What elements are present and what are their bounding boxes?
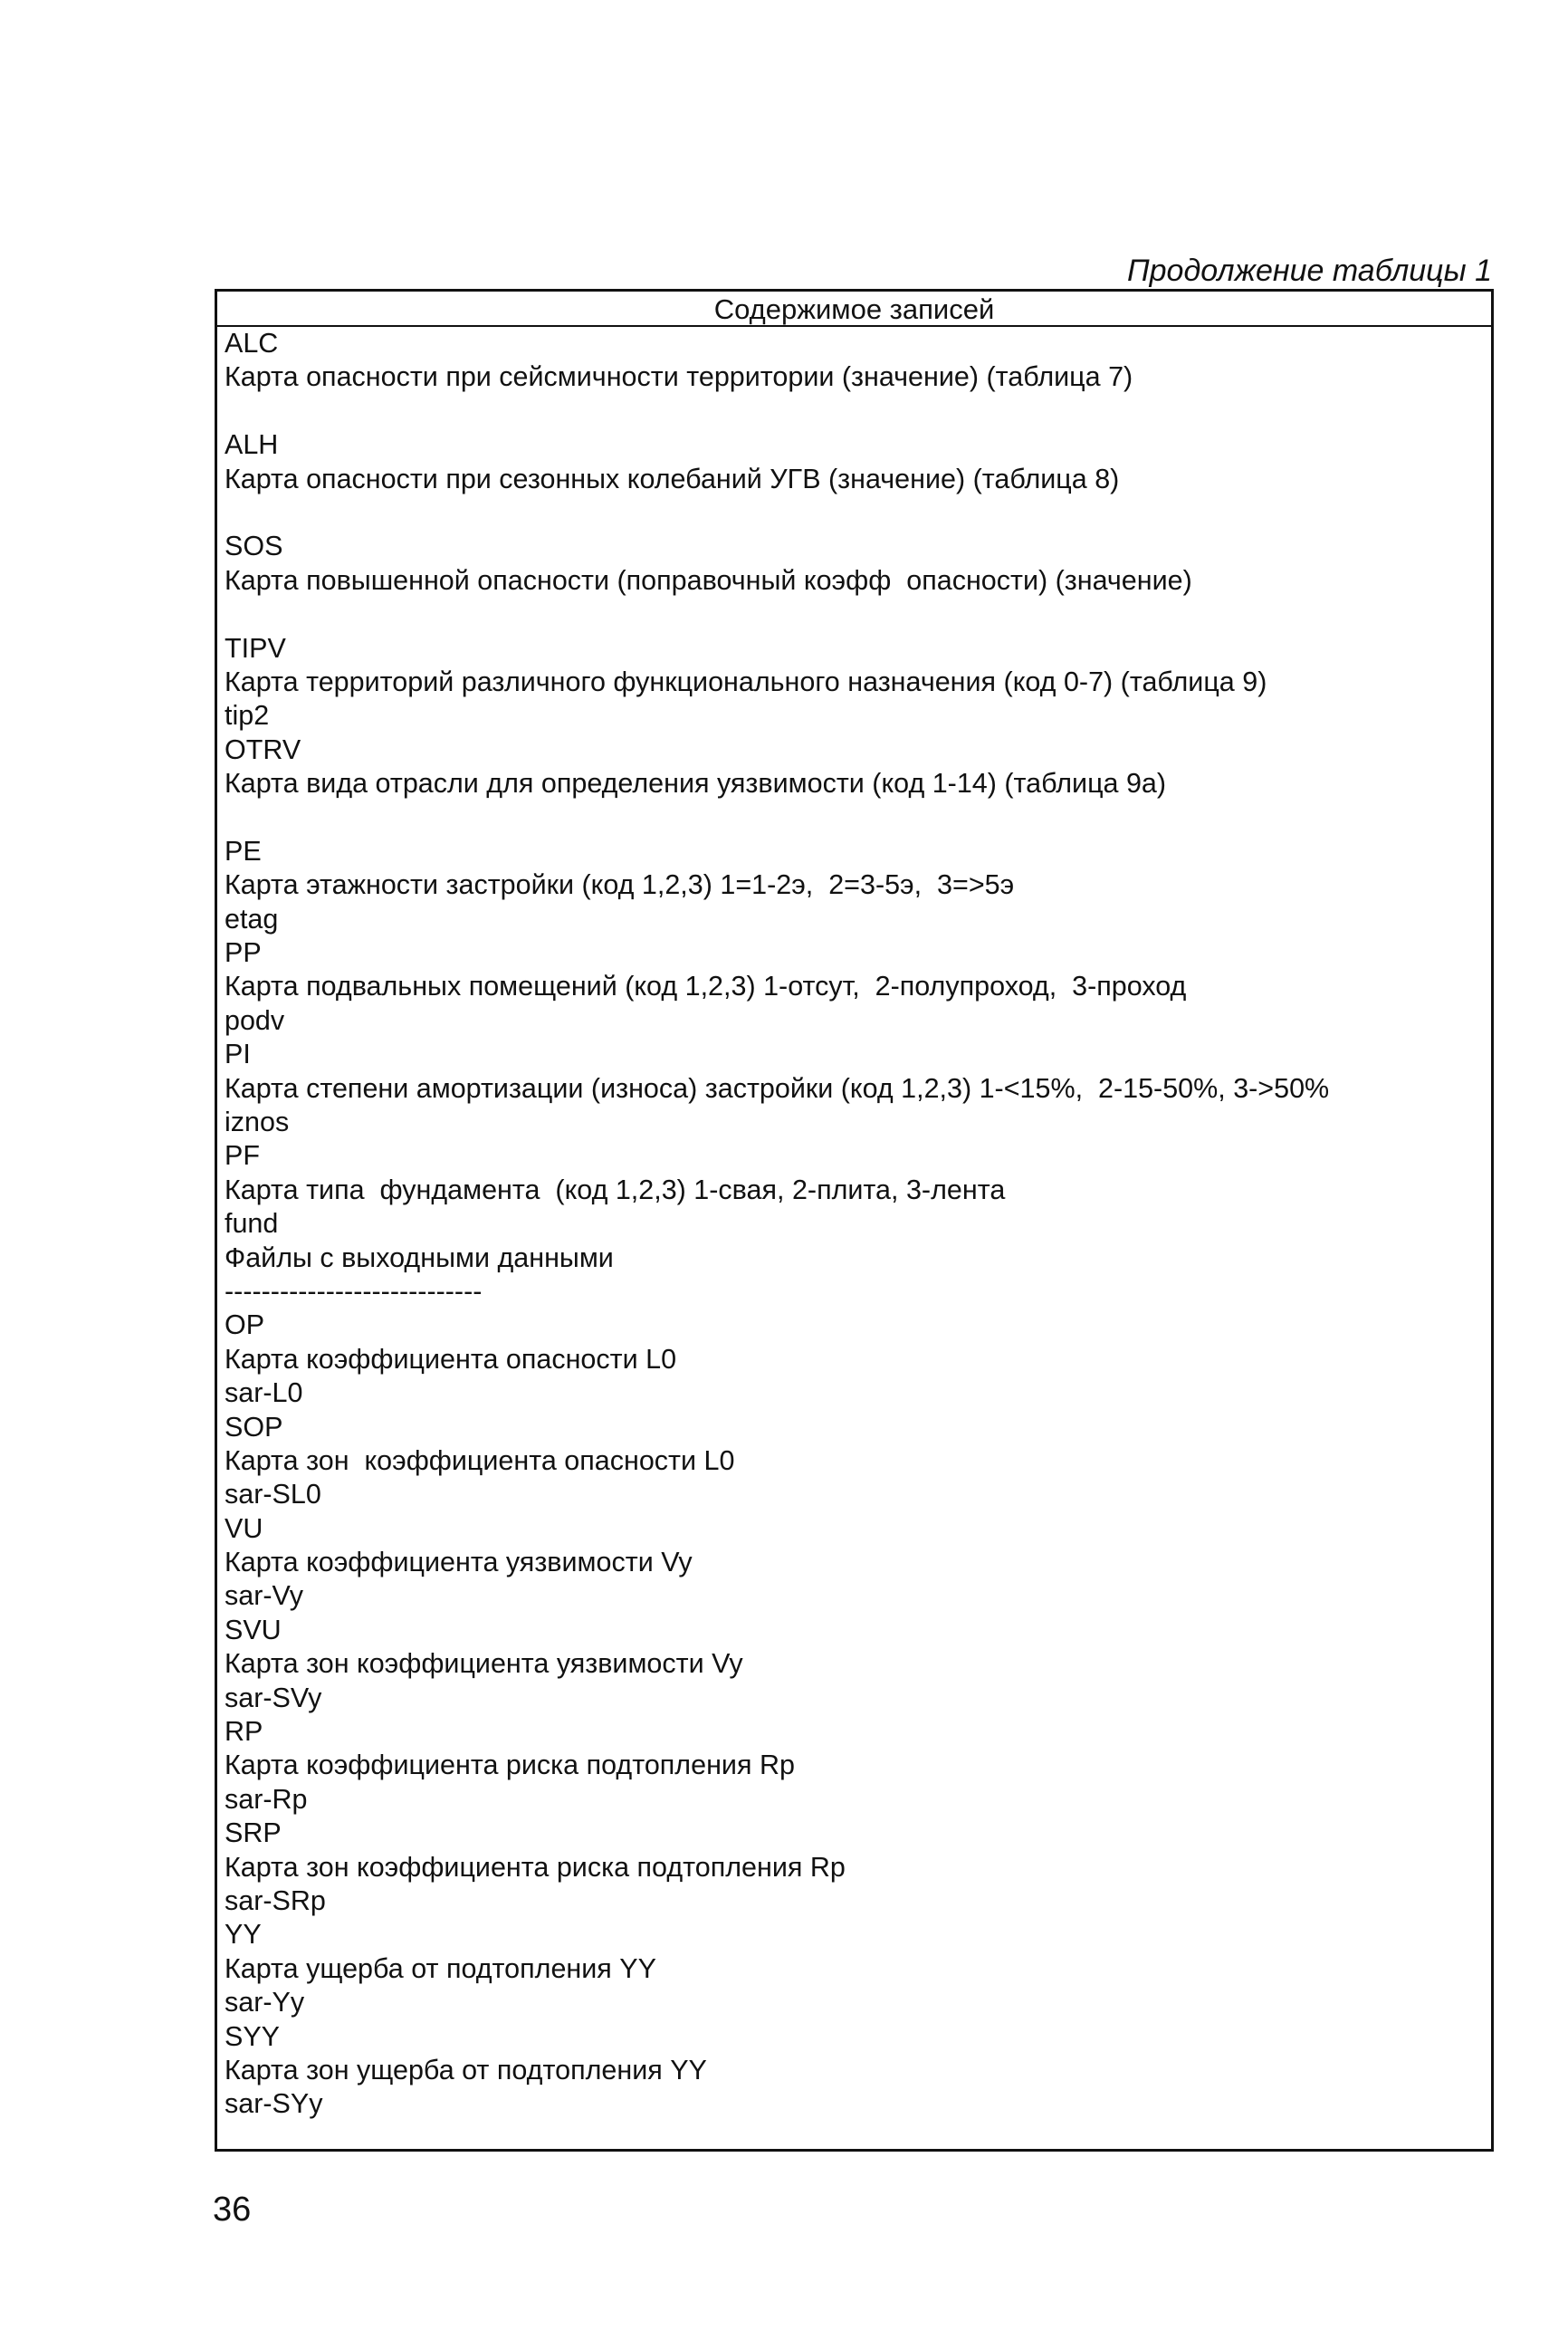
table-row [225, 801, 1491, 834]
table-row: Карта зон коэффициента опасности L0 [225, 1444, 735, 1476]
table-row: TIPV [225, 632, 286, 664]
page-number: 36 [213, 2191, 252, 2229]
table-row: Карта зон ущерба от подтопления YY [225, 2054, 707, 2085]
table-row: PI [225, 1039, 251, 1070]
table-row: sar-SRp [225, 1884, 326, 1916]
table-row: Карта опасности при сезонных колебаний УГВ (значение) (таблица 8) [225, 463, 1120, 494]
table-row: Карта степени амортизации (износа) застройки (код 1,2,3) 1-<15%, 2-15-50%, 3->50% [225, 1072, 1330, 1104]
table-row: Карта коэффициента риска подтопления Rp [225, 1750, 795, 1781]
table-row: sar-L0 [225, 1377, 303, 1409]
table-row: Карта территорий различного функционального назначения (код 0-7) (таблица 9) [225, 666, 1267, 697]
table-row: SYY [225, 2020, 281, 2052]
table-row: fund [225, 1208, 279, 1240]
table-row: YY [225, 1919, 262, 1951]
table-row [225, 395, 1491, 428]
table-row: Карта зон коэффициента риска подтопления Rp [225, 1851, 846, 1883]
table-row: Карта опасности при сейсмичности территории (значение) (таблица 7) [225, 361, 1133, 393]
table-row: sar-SL0 [225, 1479, 321, 1510]
table-row: iznos [225, 1106, 290, 1137]
table-row: Файлы с выходными данными [225, 1242, 614, 1273]
table-row: Карта повышенной опасности (поправочный коэфф опасности) (значение) [225, 564, 1192, 596]
table-row: OTRV [225, 734, 301, 765]
table-row: ---------------------------- [225, 1275, 483, 1307]
records-table [215, 289, 1494, 2152]
table-row: etag [225, 903, 279, 935]
table-row: sar-Yy [225, 1987, 305, 2018]
table-row: ALC [225, 328, 279, 359]
table-rows [217, 327, 1491, 2122]
table-row: Карта подвальных помещений (код 1,2,3) 1-отсут, 2-полупроход, 3-проход [225, 971, 1187, 1002]
table-row: PF [225, 1140, 260, 1172]
table-row: sar-Vy [225, 1580, 303, 1612]
table-row: VU [225, 1512, 263, 1544]
table-row: sar-SYy [225, 2088, 323, 2120]
table-row: RP [225, 1716, 263, 1748]
table-row: SOS [225, 531, 283, 562]
table-row: SVU [225, 1614, 282, 1645]
table-row: Карта зон коэффициента уязвимости Vy [225, 1648, 743, 1680]
table-row: sar-Rp [225, 1783, 308, 1815]
table-header: Содержимое записей [217, 292, 1491, 327]
table-row: Карта коэффициента уязвимости Vy [225, 1547, 693, 1578]
table-row: Карта вида отрасли для определения уязвимости (код 1-14) (таблица 9а) [225, 768, 1167, 800]
table-row [225, 598, 1491, 631]
table-row: ALH [225, 429, 279, 461]
table-row [225, 496, 1491, 530]
table-row: OP [225, 1309, 265, 1341]
table-row: PP [225, 937, 262, 969]
table-row: Карта этажности застройки (код 1,2,3) 1=1-2э, 2=3-5э, 3=>5э [225, 869, 1015, 901]
table-row: podv [225, 1004, 285, 1036]
table-row: sar-SVy [225, 1682, 322, 1713]
table-row: Карта коэффициента опасности L0 [225, 1343, 677, 1375]
table-continuation-label: Продолжение таблицы 1 [1127, 254, 1492, 288]
table-row: PE [225, 835, 262, 867]
table-row: SOP [225, 1411, 283, 1443]
table-row: Карта ущерба от подтопления YY [225, 1952, 656, 1984]
table-row: tip2 [225, 700, 270, 732]
table-row: SRP [225, 1817, 282, 1849]
table-row: Карта типа фундамента (код 1,2,3) 1-свая, 2-плита, 3-лента [225, 1174, 1006, 1205]
